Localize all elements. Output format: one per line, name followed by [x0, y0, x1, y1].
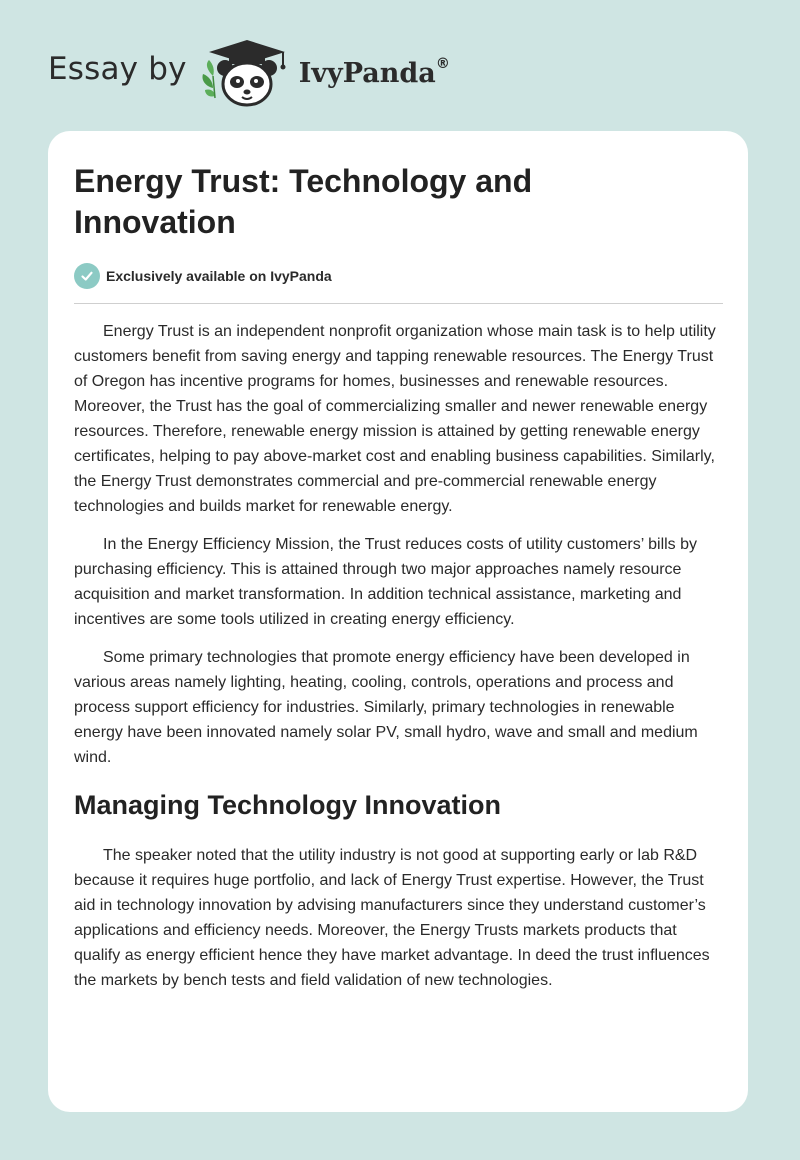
- registered-mark: ®: [435, 55, 450, 72]
- panda-mascot-icon: [199, 36, 295, 108]
- exclusive-badge: [74, 263, 332, 289]
- page-title: Energy Trust: Technology and Innovation: [74, 163, 533, 240]
- check-icon: [74, 263, 100, 289]
- title-divider: [74, 303, 723, 304]
- paragraph: Some primary technologies that promote energy efficiency have been developed in various areas namely lighting, heating, cooling, controls, operations and process and process support efficiency for industries. Similarly, primary technologies in renewable energy have been innovated namely solar PV, small hydro, wave and small and medium wind.: [74, 649, 698, 766]
- brand-wordmark: IvyPanda: [298, 57, 436, 89]
- section-heading: Managing Technology Innovation: [74, 790, 501, 820]
- site-logo[interactable]: [48, 36, 450, 108]
- ivy-leaf-icon: [202, 60, 215, 98]
- essay-by-label: Essay by: [48, 51, 187, 87]
- brand-name: [298, 55, 450, 89]
- exclusive-label: Exclusively available on IvyPanda: [106, 268, 332, 284]
- essay-card: [48, 131, 748, 1112]
- essay-body: [74, 319, 726, 1006]
- paragraph: In the Energy Efficiency Mission, the Trust reduces costs of utility customers’ bills by purchasing efficiency. This is attained through two major approaches namely resource acquisition and market transformation. In addition technical assistance, marketing and incentives are some tools utilized in creating energy efficiency.: [74, 536, 698, 628]
- paragraph: The speaker noted that the utility industry is not good at supporting early or lab R&D because it requires huge portfolio, and lack of Energy Trust expertise. However, the Trust aid in technology innovation by advising manufacturers since they understand customer’s applications and efficiency needs. Moreover, the Energy Trusts markets products that qualify as energy efficient hence they have market advantage. In deed the trust influences the markets by bench tests and field validation of new technologies.: [74, 847, 710, 989]
- paragraph: Energy Trust is an independent nonprofit organization whose main task is to help utility customers benefit from saving energy and tapping renewable resources. The Energy Trust of Oregon has incentive programs for homes, businesses and renewable resources. Moreover, the Trust has the goal of commercializing smaller and newer renewable energy resources. Therefore, renewable energy mission is attained by getting renewable energy certificates, helping to pay above-market cost and enabling business capabilities. Similarly, the Energy Trust demonstrates commercial and pre-commercial renewable energy technologies and builds market for renewable energy.: [74, 323, 716, 515]
